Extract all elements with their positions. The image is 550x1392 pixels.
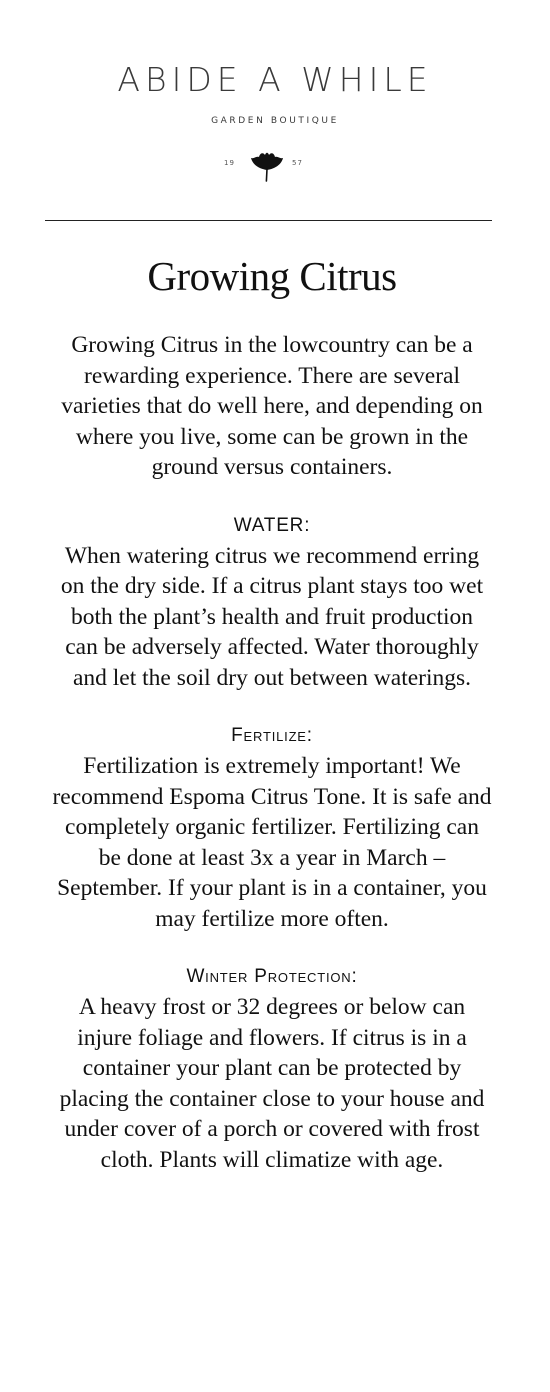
intro-paragraph: Growing Citrus in the lowcountry can be a rewarding experience. There are several varieties that do well here, and depending on where you live, some can be grown in the ground versus containers. bbox=[61, 332, 483, 480]
established-year-left: 19 bbox=[224, 159, 235, 167]
header-divider bbox=[45, 220, 492, 221]
page-title: Growing Citrus bbox=[147, 253, 397, 299]
ginkgo-leaf-icon bbox=[248, 150, 286, 182]
section-heading-winter-protection: Winter Protection: bbox=[186, 966, 358, 987]
brand-tagline: GARDEN BOUTIQUE bbox=[211, 116, 339, 126]
section-heading-water: WATER: bbox=[233, 514, 311, 536]
established-year-right: 57 bbox=[292, 159, 303, 167]
article bbox=[52, 250, 492, 1175]
section-heading-fertilize: Fertilize: bbox=[231, 725, 313, 746]
section-water bbox=[52, 513, 492, 694]
section-winter-protection bbox=[52, 964, 492, 1175]
brand-emblem bbox=[0, 150, 550, 180]
brand-name: ABIDE A WHILE bbox=[117, 60, 433, 99]
section-body-water: When watering citrus we recommend erring on the dry side. If a citrus plant stays too wet both the plant’s health and fruit production can be adversely affected. Water thoroughly and let the soil dry out between waterings. bbox=[60, 542, 484, 691]
section-body-winter-protection: A heavy frost or 32 degrees or below can injure foliage and flowers. If citrus is in a container your plant can be protected by placing the container close to your house and under cover of a porch or covered with frost cloth. Plants will climatize with age. bbox=[59, 994, 485, 1173]
section-fertilize bbox=[52, 723, 492, 934]
section-body-fertilize: Fertilization is extremely important! We recommend Espoma Citrus Tone. It is safe and completely organic fertilizer. Fertilizing can be done at least 3x a year in March – September. If your plant is in a container, you may fertilize more often. bbox=[52, 753, 492, 932]
